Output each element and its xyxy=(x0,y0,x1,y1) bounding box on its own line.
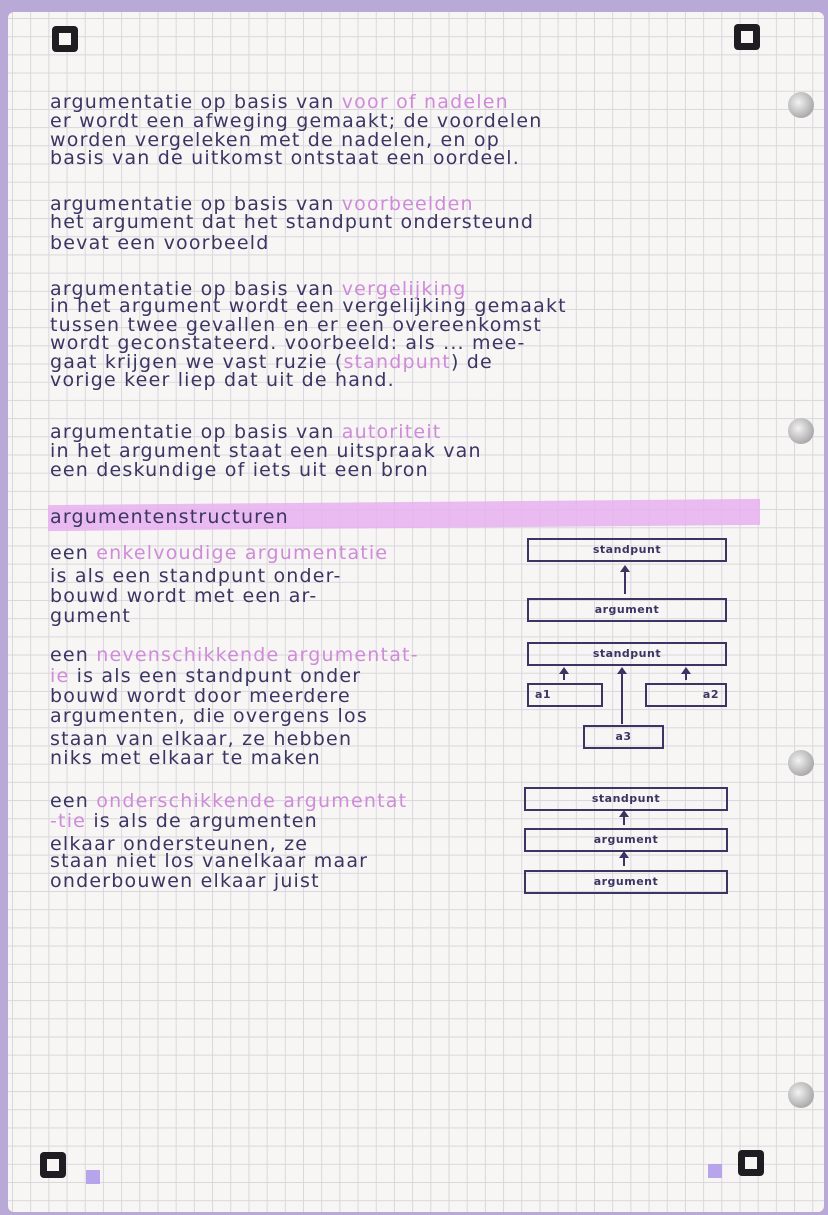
diagram-subordinate-argument-box-2: argument xyxy=(524,870,728,894)
highlighted-term: -tie xyxy=(50,810,87,832)
arrow-up-icon xyxy=(624,570,626,594)
note-line xyxy=(50,233,269,253)
note-line xyxy=(50,586,317,606)
note-text: is als een standpunt onder- xyxy=(50,565,342,587)
note-text: in het argument wordt een vergelijking gemaakt xyxy=(50,295,567,317)
note-line xyxy=(50,606,131,626)
arrow-up-icon xyxy=(621,672,623,724)
corner-marker-icon xyxy=(40,1152,66,1178)
diagram-coordinate-standpunt-box: standpunt xyxy=(527,642,727,666)
diagram-a2-box: a2 xyxy=(645,683,727,707)
note-text: argumentatie op basis van xyxy=(50,193,342,215)
note-line xyxy=(50,811,318,831)
highlighted-term: standpunt xyxy=(343,351,451,373)
binder-hole-icon xyxy=(788,418,814,444)
note-text: niks met elkaar te maken xyxy=(50,747,321,769)
note-text: het argument dat het standpunt ondersteund xyxy=(50,211,535,233)
note-text: in het argument staat een uitspraak van xyxy=(50,440,482,462)
purple-square-icon xyxy=(86,1170,100,1184)
corner-marker-icon xyxy=(738,1150,764,1176)
corner-marker-icon xyxy=(734,24,760,50)
diagram-subordinate-argument-box: argument xyxy=(524,828,728,852)
note-text: basis van de uitkomst ontstaat een oordeel. xyxy=(50,147,520,169)
note-line xyxy=(50,706,368,726)
note-text: een xyxy=(50,542,97,564)
note-line xyxy=(50,666,361,686)
note-text: gaat krijgen we vast ruzie ( xyxy=(50,351,344,373)
note-line xyxy=(50,212,534,232)
purple-square-icon xyxy=(708,1164,722,1178)
binder-hole-icon xyxy=(788,1082,814,1108)
note-line xyxy=(50,851,368,871)
note-text: vorige keer liep dat uit de hand. xyxy=(50,369,395,391)
note-text: staan van elkaar, ze hebben xyxy=(50,728,353,750)
note-line xyxy=(50,566,342,586)
note-line xyxy=(50,871,320,891)
note-text: een xyxy=(50,644,97,666)
note-line xyxy=(50,111,542,131)
arrow-up-icon xyxy=(563,672,565,680)
arrow-up-icon xyxy=(623,815,625,825)
diagram-a1-box: a1 xyxy=(527,683,603,707)
note-text: is als een standpunt onder xyxy=(69,665,362,687)
highlighted-term: vergelijking xyxy=(341,278,467,300)
note-text: bevat een voorbeeld xyxy=(50,232,270,254)
highlighted-term: onderschikkende argumentat xyxy=(96,790,408,812)
note-line xyxy=(50,791,407,811)
note-text: tussen twee gevallen en er een overeenkomst xyxy=(50,314,542,336)
note-line xyxy=(50,333,526,353)
arrow-up-icon xyxy=(685,672,687,680)
note-text: een deskundige of iets uit een bron xyxy=(50,459,429,481)
note-line xyxy=(50,460,429,480)
note-text: bouwd wordt door meerdere xyxy=(50,685,351,707)
note-text: argumentatie op basis van xyxy=(50,91,342,113)
arrow-up-icon xyxy=(623,856,625,866)
note-line xyxy=(50,686,351,706)
note-line xyxy=(50,729,352,749)
highlighted-term: voor of nadelen xyxy=(341,91,509,113)
highlighted-term: nevenschikkende argumentat- xyxy=(96,644,419,666)
note-text: argumenten, die overgens los xyxy=(50,705,368,727)
note-text: bouwd wordt met een ar- xyxy=(50,585,318,607)
note-line xyxy=(50,422,441,442)
note-text: argumentenstructuren xyxy=(50,506,289,528)
note-line xyxy=(50,748,321,768)
note-text: elkaar ondersteunen, ze xyxy=(50,833,309,855)
note-text: een xyxy=(50,790,97,812)
note-text: worden vergeleken met de nadelen, en op xyxy=(50,129,500,151)
note-line xyxy=(50,645,419,665)
diagram-single-standpunt-box: standpunt xyxy=(527,538,727,562)
note-line xyxy=(50,92,509,112)
note-text: ) de xyxy=(450,351,493,373)
corner-marker-icon xyxy=(52,26,78,52)
diagram-single-argument-box: argument xyxy=(527,598,727,622)
note-text: staan niet los vanelkaar maar xyxy=(50,850,369,872)
binder-hole-icon xyxy=(788,750,814,776)
section-heading xyxy=(50,507,289,527)
note-text: gument xyxy=(50,605,131,627)
diagram-a3-box: a3 xyxy=(583,725,664,749)
note-text: wordt geconstateerd. voorbeeld: als ... mee- xyxy=(50,332,526,354)
note-line xyxy=(50,148,520,168)
note-text: is als de argumenten xyxy=(86,810,318,832)
highlighted-term: enkelvoudige argumentatie xyxy=(96,542,389,564)
note-text: er wordt een afweging gemaakt; de voordelen xyxy=(50,110,543,132)
note-line xyxy=(50,543,388,563)
note-text: onderbouwen elkaar juist xyxy=(50,870,320,892)
note-line xyxy=(50,441,482,461)
note-line xyxy=(50,296,567,316)
highlighted-term: autoriteit xyxy=(341,421,442,443)
note-text: argumentatie op basis van xyxy=(50,421,342,443)
highlighted-term: voorbeelden xyxy=(341,193,474,215)
binder-hole-icon xyxy=(788,92,814,118)
note-line xyxy=(50,370,395,390)
highlighted-term: ie xyxy=(50,665,70,687)
note-text: argumentatie op basis van xyxy=(50,278,342,300)
diagram-subordinate-standpunt-box: standpunt xyxy=(524,787,728,811)
